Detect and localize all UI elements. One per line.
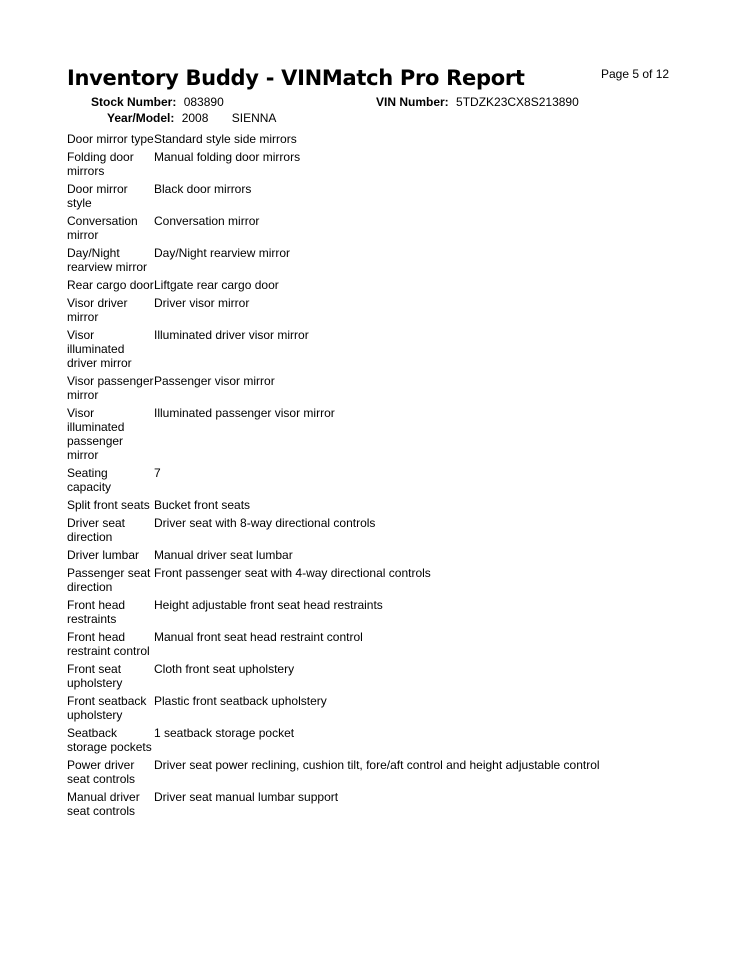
- spec-value: Passenger visor mirror: [154, 374, 275, 388]
- stock-number: [91, 95, 224, 109]
- spec-row: [67, 132, 627, 146]
- spec-row: [67, 726, 627, 754]
- spec-value: Illuminated passenger visor mirror: [154, 406, 335, 420]
- spec-name: Split front seats: [67, 498, 150, 512]
- spec-name: Visor illuminated passenger mirror: [67, 406, 125, 462]
- spec-name: Seating capacity: [67, 466, 112, 494]
- spec-name: Front head restraint control: [67, 630, 150, 658]
- spec-row: [67, 406, 627, 462]
- spec-value: Day/Night rearview mirror: [154, 246, 291, 260]
- spec-name: Driver lumbar: [67, 548, 140, 562]
- spec-row: [67, 466, 627, 494]
- stock-number-label: Stock Number:: [91, 95, 177, 109]
- spec-value: Height adjustable front seat head restraints: [154, 598, 383, 612]
- spec-value: Black door mirrors: [154, 182, 252, 196]
- spec-row: [67, 278, 627, 292]
- spec-row: [67, 246, 627, 274]
- spec-name: Folding door mirrors: [67, 150, 134, 178]
- spec-row: [67, 374, 627, 402]
- spec-name: Visor passenger mirror: [67, 374, 154, 402]
- spec-value: Plastic front seatback upholstery: [154, 694, 327, 708]
- spec-value: Manual front seat head restraint control: [154, 630, 363, 644]
- spec-row: [67, 214, 627, 242]
- spec-value: Front passenger seat with 4-way directional controls: [154, 566, 431, 580]
- spec-value: Driver seat with 8-way directional controls: [154, 516, 376, 530]
- year-model: [107, 111, 276, 125]
- spec-value: Standard style side mirrors: [154, 132, 297, 146]
- spec-row: [67, 630, 627, 658]
- spec-row: [67, 516, 627, 544]
- spec-name: Day/Night rearview mirror: [67, 246, 148, 274]
- spec-name: Driver seat direction: [67, 516, 126, 544]
- spec-name: Door mirror type: [67, 132, 154, 146]
- spec-name: Seatback storage pockets: [67, 726, 152, 754]
- spec-value: Manual folding door mirrors: [154, 150, 301, 164]
- spec-name: Front head restraints: [67, 598, 126, 626]
- spec-value: Driver seat manual lumbar support: [154, 790, 339, 804]
- spec-value: Driver seat power reclining, cushion tilt, fore/aft control and height adjustable control: [154, 758, 600, 772]
- spec-name: Front seat upholstery: [67, 662, 123, 690]
- spec-name: Passenger seat direction: [67, 566, 151, 594]
- spec-name: Manual driver seat controls: [67, 790, 140, 818]
- spec-name: Conversation mirror: [67, 214, 138, 242]
- spec-row: [67, 694, 627, 722]
- spec-value: Bucket front seats: [154, 498, 251, 512]
- spec-row: [67, 150, 627, 178]
- spec-row: [67, 328, 627, 370]
- spec-row: [67, 598, 627, 626]
- spec-value: Conversation mirror: [154, 214, 260, 228]
- spec-name: Rear cargo door: [67, 278, 154, 292]
- report-title: Inventory Buddy - VINMatch Pro Report: [67, 66, 525, 90]
- vin-number-label: VIN Number:: [376, 95, 449, 109]
- spec-row: [67, 548, 627, 562]
- spec-row: [67, 758, 627, 786]
- spec-name: Visor driver mirror: [67, 296, 128, 324]
- spec-value: Manual driver seat lumbar: [154, 548, 293, 562]
- spec-row: [67, 296, 627, 324]
- spec-value: Illuminated driver visor mirror: [154, 328, 309, 342]
- spec-value: Liftgate rear cargo door: [154, 278, 279, 292]
- spec-row: [67, 498, 627, 512]
- spec-name: Power driver seat controls: [67, 758, 136, 786]
- vin-number-value: 5TDZK23CX8S213890: [456, 95, 579, 109]
- spec-value: Driver visor mirror: [154, 296, 250, 310]
- spec-table: [67, 132, 627, 822]
- spec-value: Cloth front seat upholstery: [154, 662, 295, 676]
- spec-row: [67, 566, 627, 594]
- vin-number: [376, 95, 579, 109]
- spec-row: [67, 662, 627, 690]
- spec-name: Door mirror style: [67, 182, 128, 210]
- spec-row: [67, 790, 627, 818]
- spec-name: Visor illuminated driver mirror: [67, 328, 132, 370]
- stock-number-value: 083890: [183, 95, 224, 109]
- page-number: Page 5 of 12: [601, 67, 670, 81]
- year-model-label: Year/Model:: [107, 111, 175, 125]
- model-value: SIENNA: [231, 111, 277, 125]
- spec-name: Front seatback upholstery: [67, 694, 147, 722]
- spec-row: [67, 182, 627, 210]
- spec-value: 1 seatback storage pocket: [154, 726, 295, 740]
- spec-value: 7: [154, 466, 161, 480]
- year-value: 2008: [181, 111, 209, 125]
